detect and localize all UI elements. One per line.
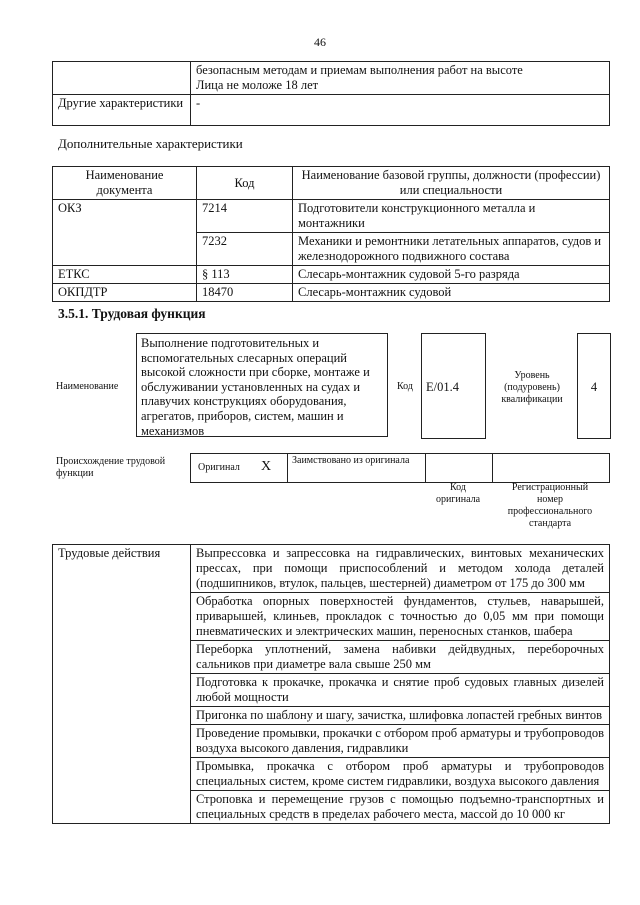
top-row2-left: Другие характеристики (53, 95, 191, 126)
add-header-code: Код (197, 167, 293, 200)
add-row-doc: ЕТКС (53, 266, 197, 284)
original-mark: X (261, 459, 272, 474)
section-title: 3.5.1. Трудовая функция (58, 306, 206, 321)
top-row2-right: - (191, 95, 610, 126)
borrowed-label: Заимствовано из оригинала (292, 455, 410, 466)
action-item: Подготовка к прокачке, прокачка и снятие проб судовых главных дизелей любой мощности (191, 674, 610, 707)
borrowed-code-cell (425, 453, 493, 483)
action-item: Строповка и перемещение грузов с помощью подъемно-транспортных и специальных средств в пределах рабочего места, массой до 10 000 кг (191, 791, 610, 824)
function-name-box (136, 333, 388, 437)
code-label: Код (397, 381, 413, 392)
action-item: Обработка опорных поверхностей фундаментов, стульев, наварышей, приварышей, клиньев, прокладок с точностью до 0,05 мм при помощи пневматических и электрических машин, переносных станков, шабера (191, 593, 610, 641)
additional-table (52, 166, 610, 302)
code-caption: Код оригинала (435, 482, 481, 505)
add-row-name: Механики и ремонтники летательных аппаратов, судов и железнодорожного подвижного состава (293, 233, 610, 266)
code-value: E/01.4 (426, 380, 459, 394)
add-row-name: Подготовители конструкционного металла и монтажники (293, 200, 610, 233)
action-item: Пригонка по шаблону и шагу, зачистка, шлифовка лопастей гребных винтов (191, 707, 610, 725)
function-name-text: Выполнение подготовительных и вспомогательных слесарных операций высокой сложности при сборке, монтаже и обслуживании установленных на судах и плавучих конструкциях оборудования, агрегатов, приборов, систем, машин и механизмов (141, 336, 370, 438)
action-item: Переборка уплотнений, замена набивки дейдвудных, переборочных сальников при диаметре вала свыше 250 мм (191, 641, 610, 674)
original-cell (190, 453, 288, 483)
origin-label: Происхождение трудовой функции (56, 456, 166, 479)
add-row-doc: ОКПДТР (53, 284, 197, 302)
actions-label: Трудовые действия (53, 545, 191, 824)
page-number: 46 (314, 35, 326, 49)
code-box (421, 333, 486, 439)
level-value: 4 (590, 380, 598, 394)
action-item: Проведение промывки, прокачки с отбором проб арматуры и трубопроводов воздуха высокого давления, гидравлики (191, 725, 610, 758)
add-row-code: § 113 (197, 266, 293, 284)
top-row1-line1: безопасным методам и приемам выполнения работ на высоте (196, 63, 523, 77)
add-row-name: Слесарь-монтажник судовой 5-го разряда (293, 266, 610, 284)
top-row1-line2: Лица не моложе 18 лет (196, 78, 319, 92)
level-label: Уровень (подуровень) квалификации (501, 370, 563, 405)
action-item: Промывка, прокачка с отбором проб арматуры и трубопроводов специальных систем, кроме систем гидравлики, воздуха высокого давления (191, 758, 610, 791)
add-row-doc: ОКЗ (53, 200, 197, 266)
reg-caption: Регистрационный номер профессионального стандарта (507, 482, 593, 529)
add-row-name: Слесарь-монтажник судовой (293, 284, 610, 302)
level-box (577, 333, 611, 439)
function-name-label: Наименование (56, 381, 119, 392)
additional-heading: Дополнительные характеристики (58, 136, 243, 151)
add-header-name: Наименование базовой группы, должности (профессии) или специальности (293, 167, 610, 200)
add-header-doc: Наименование документа (53, 167, 197, 200)
original-label: Оригинал (198, 462, 240, 473)
action-item: Выпрессовка и запрессовка на гидравлических, винтовых механических прессах, при помощи приспособлений и методом холода деталей (подшипников, втулок, пальцев, шестерней) диаметром от 175 до 300 мм (191, 545, 610, 593)
add-row-code: 7214 (197, 200, 293, 233)
top-table (52, 61, 610, 126)
add-row-code: 18470 (197, 284, 293, 302)
actions-table (52, 544, 610, 824)
add-row-code: 7232 (197, 233, 293, 266)
